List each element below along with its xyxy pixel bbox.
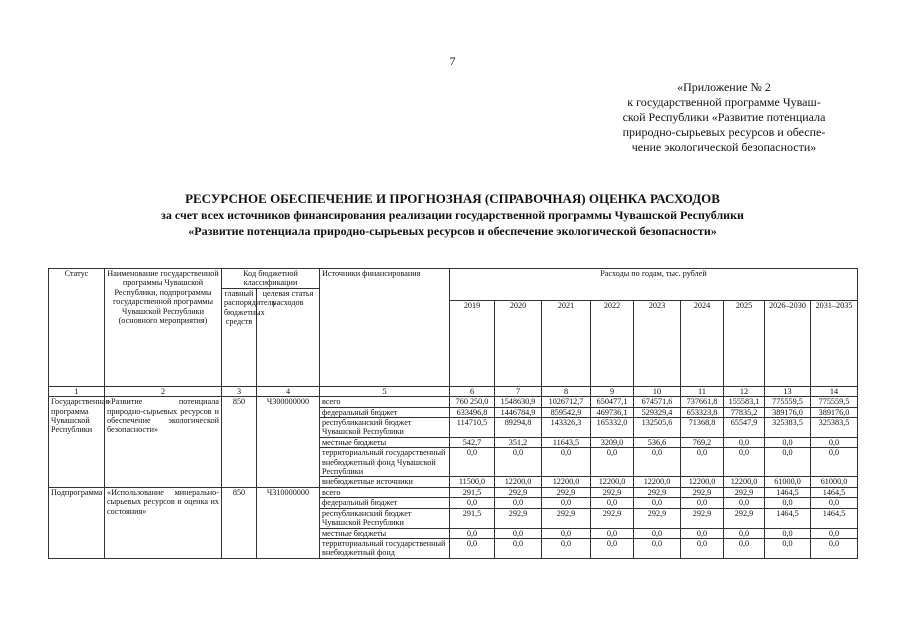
csr-cell: Ч300000000 [257,397,320,488]
name-cell: «Развитие потенциала природно-сырьевых ресурсов и обеспечение экологической безопасности» [105,397,222,488]
value-cell: 292,9 [591,508,634,528]
value-cell: 536,6 [634,437,681,447]
value-cell: 769,2 [681,437,724,447]
value-cell: 291,5 [450,508,495,528]
page-number: 7 [449,54,456,68]
value-cell: 0,0 [811,498,858,508]
header-year: 2020 [495,300,542,386]
value-cell: 0,0 [811,528,858,538]
value-cell: 0,0 [765,498,811,508]
value-cell: 0,0 [724,538,765,558]
value-cell: 469736,1 [591,407,634,417]
value-cell: 351,2 [495,437,542,447]
source-cell: местные бюджеты [320,528,450,538]
value-cell: 291,5 [450,487,495,497]
table-row [49,397,858,407]
source-cell: территориальный государственный внебюджетный фонд Чувашской Республики [320,448,450,477]
title-line-3: «Развитие потенциала природно-сырьевых ресурсов и обеспечение экологической безопасности» [188,224,717,238]
value-cell: 737661,8 [681,397,724,407]
value-cell: 0,0 [681,498,724,508]
value-cell: 0,0 [724,528,765,538]
value-cell: 89294,8 [495,418,542,438]
value-cell: 114710,5 [450,418,495,438]
value-cell: 12200,0 [542,477,591,487]
grbs-cell: 850 [222,487,257,558]
value-cell: 12200,0 [495,477,542,487]
value-cell: 653323,8 [681,407,724,417]
value-cell: 292,9 [542,508,591,528]
value-cell: 0,0 [681,528,724,538]
column-index: 9 [591,386,634,396]
value-cell: 0,0 [681,538,724,558]
value-cell: 760 250,0 [450,397,495,407]
document-title [0,191,905,239]
value-cell: 0,0 [591,538,634,558]
value-cell: 389176,0 [765,407,811,417]
title-line-1: РЕСУРСНОЕ ОБЕСПЕЧЕНИЕ И ПРОГНОЗНАЯ (СПРАВОЧНАЯ) ОЦЕНКА РАСХОДОВ [185,191,720,206]
appendix-line: к государственной программе Чуваш- [627,95,821,109]
value-cell: 0,0 [765,528,811,538]
column-index: 4 [257,386,320,396]
column-index: 6 [450,386,495,396]
value-cell: 0,0 [542,538,591,558]
column-index: 10 [634,386,681,396]
name-cell: «Использование минерально-сырьевых ресурсов и оценка их состояния» [105,487,222,558]
value-cell: 12200,0 [681,477,724,487]
column-index: 1 [49,386,105,396]
value-cell: 529329,4 [634,407,681,417]
value-cell: 0,0 [724,448,765,477]
value-cell: 389176,0 [811,407,858,417]
csr-cell: Ч310000000 [257,487,320,558]
value-cell: 0,0 [634,498,681,508]
value-cell: 542,7 [450,437,495,447]
header-csr: целевая статья расходов [257,288,320,386]
header-grbs: главный распорядитель бюджетных средств [222,288,257,386]
value-cell: 0,0 [495,448,542,477]
value-cell: 1464,5 [811,508,858,528]
appendix-line: чение экологической безопасности» [631,140,817,154]
header-expenses: Расходы по годам, тыс. рублей [450,269,858,301]
value-cell: 77835,2 [724,407,765,417]
column-index: 5 [320,386,450,396]
value-cell: 1548630,9 [495,397,542,407]
column-index: 3 [222,386,257,396]
source-cell: внебюджетные источники [320,477,450,487]
value-cell: 292,9 [634,487,681,497]
value-cell: 292,9 [681,508,724,528]
value-cell: 0,0 [724,437,765,447]
header-year: 2024 [681,300,724,386]
column-index-row [49,386,858,396]
value-cell: 0,0 [765,538,811,558]
source-cell: республиканский бюджет Чувашской Республики [320,418,450,438]
value-cell: 0,0 [450,538,495,558]
appendix-line: «Приложение № 2 [677,80,771,94]
column-index: 2 [105,386,222,396]
column-index: 13 [765,386,811,396]
value-cell: 674571,6 [634,397,681,407]
value-cell: 292,9 [634,508,681,528]
value-cell: 0,0 [591,498,634,508]
value-cell: 0,0 [450,498,495,508]
source-cell: территориальный государственный внебюджетный фонд [320,538,450,558]
value-cell: 0,0 [724,498,765,508]
value-cell: 633496,8 [450,407,495,417]
value-cell: 292,9 [681,487,724,497]
value-cell: 0,0 [765,448,811,477]
value-cell: 0,0 [811,437,858,447]
header-year: 2022 [591,300,634,386]
value-cell: 325383,5 [811,418,858,438]
value-cell: 292,9 [495,487,542,497]
value-cell: 71368,8 [681,418,724,438]
appendix-line: природно-сырьевых ресурсов и обеспе- [622,125,826,139]
status-cell: Государственная программа Чувашской Республики [49,397,105,488]
value-cell: 859542,9 [542,407,591,417]
value-cell: 0,0 [450,448,495,477]
source-cell: республиканский бюджет Чувашской Республики [320,508,450,528]
value-cell: 0,0 [542,498,591,508]
source-cell: всего [320,487,450,497]
value-cell: 292,9 [542,487,591,497]
value-cell: 0,0 [591,448,634,477]
value-cell: 0,0 [495,528,542,538]
value-cell: 1464,5 [811,487,858,497]
header-year: 2021 [542,300,591,386]
value-cell: 0,0 [634,448,681,477]
value-cell: 1464,5 [765,487,811,497]
header-year: 2031–2035 [811,300,858,386]
value-cell: 12200,0 [591,477,634,487]
column-index: 7 [495,386,542,396]
value-cell: 292,9 [724,487,765,497]
value-cell: 0,0 [634,528,681,538]
resource-table [48,268,858,559]
value-cell: 11500,0 [450,477,495,487]
status-cell: Подпрограмма [49,487,105,558]
value-cell: 0,0 [811,448,858,477]
value-cell: 0,0 [450,528,495,538]
value-cell: 0,0 [542,448,591,477]
header-year: 2025 [724,300,765,386]
header-name: Наименование государственной программы Чувашской Республики, подпрограммы государственной программы Чувашской Республики (основного мероприятия) [105,269,222,387]
source-cell: всего [320,397,450,407]
value-cell: 3209,0 [591,437,634,447]
value-cell: 165332,0 [591,418,634,438]
title-line-2: за счет всех источников финансирования реализации государственной программы Чувашской Республики [161,208,744,222]
header-year: 2026–2030 [765,300,811,386]
header-status: Статус [49,269,105,387]
header-year: 2023 [634,300,681,386]
source-cell: федеральный бюджет [320,498,450,508]
value-cell: 132505,6 [634,418,681,438]
source-cell: федеральный бюджет [320,407,450,417]
value-cell: 143326,3 [542,418,591,438]
value-cell: 11643,5 [542,437,591,447]
value-cell: 65547,9 [724,418,765,438]
value-cell: 155583,1 [724,397,765,407]
value-cell: 12200,0 [724,477,765,487]
table-body [49,397,858,559]
value-cell: 0,0 [634,538,681,558]
value-cell: 61000,0 [765,477,811,487]
value-cell: 292,9 [495,508,542,528]
value-cell: 0,0 [765,437,811,447]
appendix-note [596,80,852,155]
value-cell: 775559,5 [765,397,811,407]
value-cell: 0,0 [811,538,858,558]
header-year: 2019 [450,300,495,386]
value-cell: 292,9 [724,508,765,528]
value-cell: 292,9 [591,487,634,497]
source-cell: местные бюджеты [320,437,450,447]
value-cell: 0,0 [542,528,591,538]
value-cell: 775559,5 [811,397,858,407]
value-cell: 0,0 [495,498,542,508]
value-cell: 325383,5 [765,418,811,438]
header-sources: Источники финансирования [320,269,450,387]
column-index: 12 [724,386,765,396]
table-row [49,487,858,497]
value-cell: 1026712,7 [542,397,591,407]
value-cell: 0,0 [591,528,634,538]
appendix-line: ской Республики «Развитие потенциала [622,110,826,124]
value-cell: 61000,0 [811,477,858,487]
column-index: 8 [542,386,591,396]
value-cell: 1446784,9 [495,407,542,417]
value-cell: 0,0 [681,448,724,477]
value-cell: 0,0 [495,538,542,558]
grbs-cell: 850 [222,397,257,488]
value-cell: 650477,1 [591,397,634,407]
header-code: Код бюджетной классификации [222,269,320,289]
column-index: 11 [681,386,724,396]
column-index: 14 [811,386,858,396]
value-cell: 12200,0 [634,477,681,487]
value-cell: 1464,5 [765,508,811,528]
